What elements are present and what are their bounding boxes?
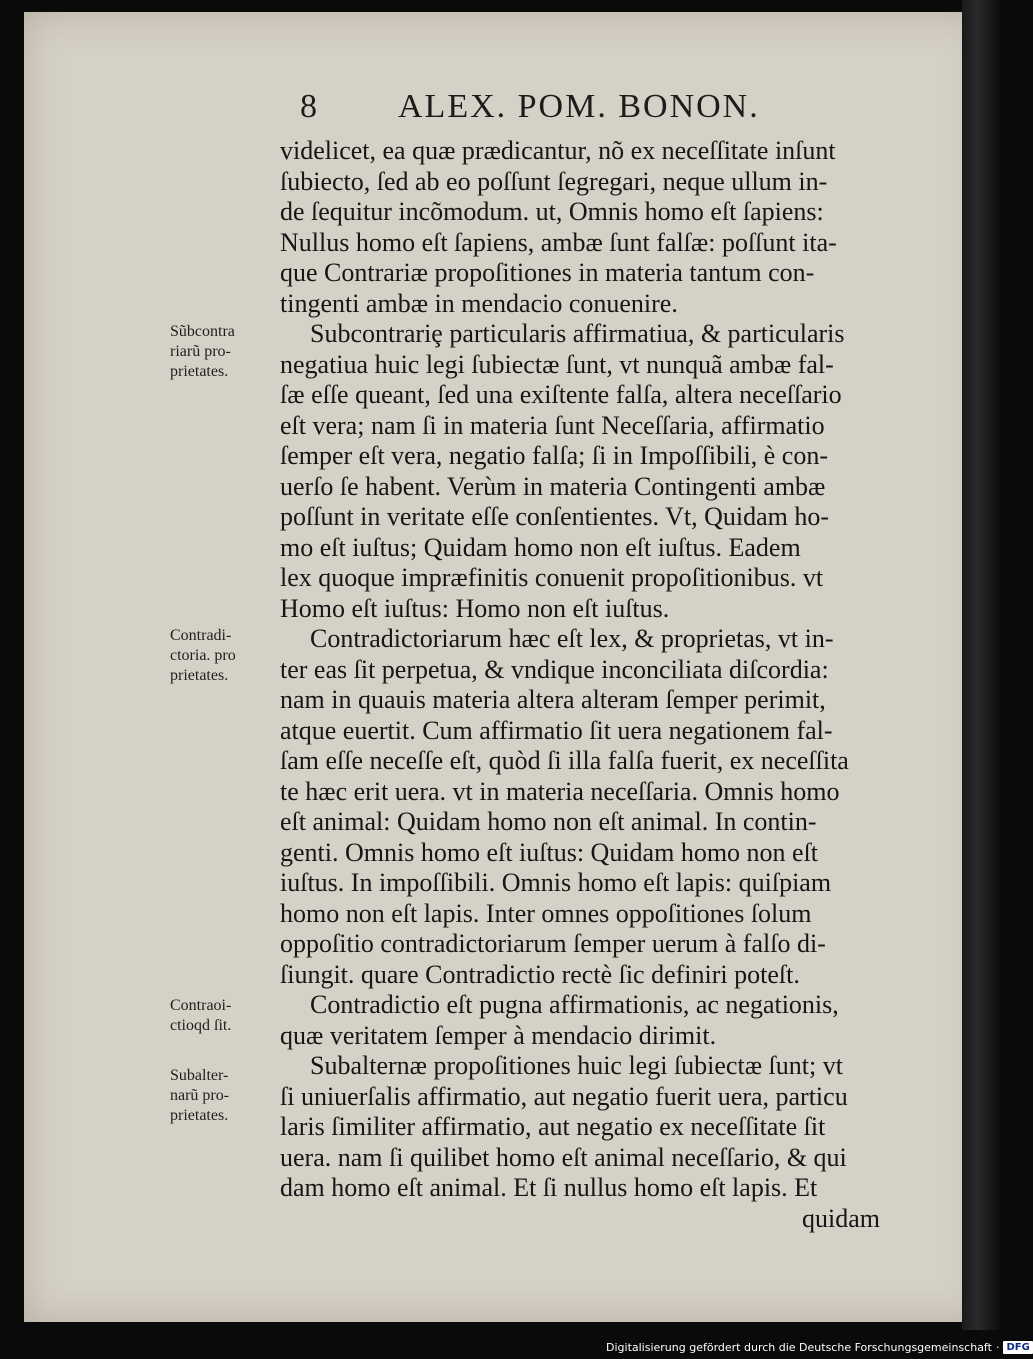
text-line: ſiungit. quare Contradictio rectè ſic definiri poteſt. <box>280 959 800 989</box>
text-line: tingenti ambæ in mendacio conuenire. <box>280 288 678 318</box>
margin-note-contradictoriae: Contradi- ctoria. pro prietates. <box>170 627 236 684</box>
text-line: Contradictoriarum hæc eſt lex, & proprietas, vt in- <box>310 624 834 653</box>
text-line: oppoſitio contradictoriarum ſemper uerum à falſo di- <box>280 929 826 958</box>
text-line: que Contrariæ propoſitiones in materia tantum con- <box>280 258 815 287</box>
text-line: nam in quauis materia altera alteram ſemper perimit, <box>280 685 826 714</box>
text-line: de ſequitur incõmodum. ut, Omnis homo eſt ſapiens: <box>280 197 824 226</box>
margin-note-contradictio: Contraoi- ctioqd ſit. <box>170 997 232 1034</box>
text-line: ſemper eſt vera, negatio falſa; ſi in Impoſſibili, è con- <box>280 441 828 470</box>
text-line: ſæ eſſe queant, ſed una exiſtente falſa, altera neceſſario <box>280 380 842 409</box>
text-line: ſi uniuerſalis affirmatio, aut negatio fuerit uera, particu <box>280 1081 848 1111</box>
text-line: quæ veritatem ſemper à mendacio dirimit. <box>280 1020 717 1050</box>
dfg-logo-icon: DFG <box>1003 1341 1032 1354</box>
page-header <box>300 88 900 136</box>
text-line: ſam eſſe neceſſe eſt, quòd ſi illa falſa fuerit, ex neceſſita <box>280 746 849 775</box>
text-line: lex quoque impræfinitis conuenit propoſitionibus. vt <box>280 563 824 592</box>
margin-note-subalternae: Subalter- narũ pro- prietates. <box>170 1067 230 1124</box>
margin-note-subcontrariae: Sũbcontra riarũ pro- prietates. <box>170 323 235 380</box>
text-line: Subcontrariȩ particularis affirmatiua, & particularis <box>310 319 845 348</box>
text-line: genti. Omnis homo eſt iuſtus: Quidam homo non eſt <box>280 837 819 867</box>
text-line: ter eas ſit perpetua, & vndique inconciliata diſcordia: <box>280 654 829 684</box>
footer-text: Digitalisierung gefördert durch die Deutsche Forschungsgemeinschaft <box>606 1340 992 1354</box>
text-line: negatiua huic legi ſubiectæ ſunt, vt nunquã ambæ fal- <box>280 349 834 379</box>
text-line: Nullus homo eſt ſapiens, ambæ ſunt falſæ: poſſunt ita- <box>280 227 837 257</box>
text-line: uera. nam ſi quilibet homo eſt animal neceſſario, & qui <box>280 1142 847 1172</box>
digitization-footer: Digitalisierung gefördert durch die Deutsche Forschungsgemeinschaft · DFG <box>606 1339 986 1355</box>
text-line: te hæc erit uera. vt in materia neceſſaria. Omnis homo <box>280 776 840 806</box>
text-line: videlicet, ea quæ prædicantur, nõ ex neceſſitate inſunt <box>280 136 836 165</box>
text-line: laris ſimiliter affirmatio, aut negatio ex neceſſitate ſit <box>280 1112 826 1141</box>
page-edge-shadow <box>962 0 1000 1330</box>
text-line: Subalternæ propoſitiones huic legi ſubiectæ ſunt; vt <box>310 1051 843 1080</box>
text-line: iuſtus. In impoſſibili. Omnis homo eſt lapis: quiſpiam <box>280 868 832 897</box>
text-line: eſt animal: Quidam homo non eſt animal. In contin- <box>280 807 817 836</box>
catchword: quidam <box>802 1203 880 1233</box>
text-line: mo eſt iuſtus; Quidam homo non eſt iuſtus. Eadem <box>280 532 801 562</box>
text-line: eſt vera; nam ſi in materia ſunt Neceſſaria, affirmatio <box>280 410 825 440</box>
text-line: Homo eſt iuſtus: Homo non eſt iuſtus. <box>280 593 670 623</box>
text-line: poſſunt in veritate eſſe conſentientes. Vt, Quidam ho- <box>280 502 829 531</box>
body-text <box>280 136 900 1234</box>
text-line: homo non eſt lapis. Inter omnes oppoſitiones ſolum <box>280 898 812 928</box>
page-number: 8 <box>300 88 317 125</box>
text-line: ſubiecto, ſed ab eo poſſunt ſegregari, neque ullum in- <box>280 166 828 196</box>
text-line: atque euertit. Cum affirmatio ſit uera negationem fal- <box>280 715 833 745</box>
text-line: Contradictio eſt pugna affirmationis, ac negationis, <box>310 990 839 1019</box>
text-line: uerſo ſe habent. Verùm in materia Contingenti ambæ <box>280 471 826 501</box>
text-line: dam homo eſt animal. Et ſi nullus homo eſt lapis. Et <box>280 1173 818 1202</box>
running-head: ALEX. POM. BONON. <box>398 88 760 125</box>
